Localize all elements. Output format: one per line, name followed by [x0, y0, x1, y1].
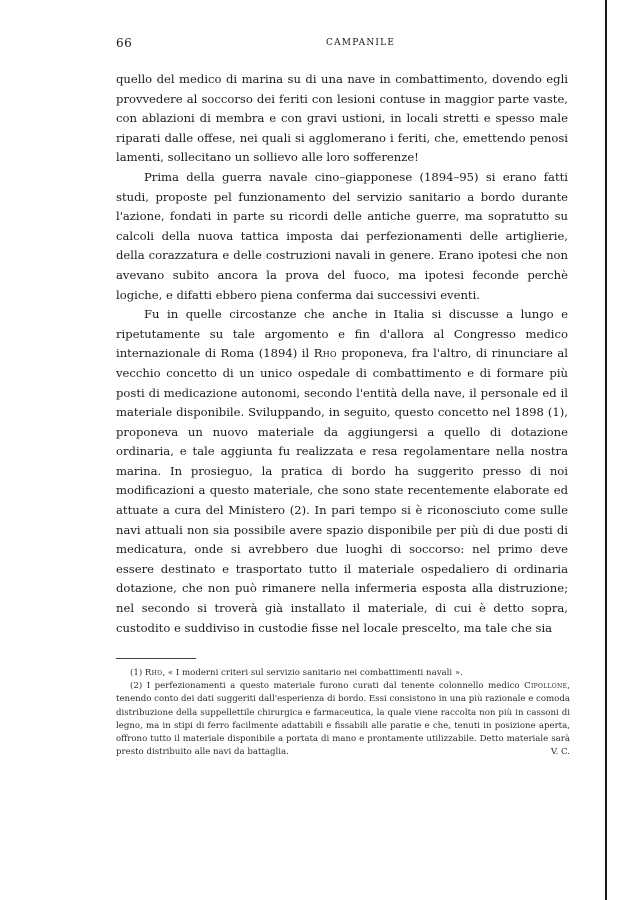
- footnote-2-part-b: , tenendo conto dei dati suggeriti dall'esperienza di bordo. Essi consistono in una più razionale e comoda distribuzione della suppellettile chirurgica e farmaceutica, la quale viene raccolta non più in cassoni di legno, ma in stipi di ferro facilmente adattabili e fissabili alle paratie e che, tenuti in posizione aperta, offrono tutto il materiale disponibile a portata di mano e prontamente utilizzabile. Detto materiale sarà presto distribuito alle navi da battaglia.: [116, 681, 570, 758]
- footnote-1-author: Rho: [144, 668, 163, 678]
- author-name-rho: Rho: [313, 346, 337, 361]
- paragraph-3-part-a: Fu in quelle circostanze che anche in Italia si discusse a lungo e ripetutamente su tale argomento e fin d'allora al Congresso medico internazionale di Roma (1894) il: [116, 307, 568, 361]
- footnote-2-signature: V. C.: [550, 747, 570, 758]
- page-header: [116, 36, 570, 52]
- footnotes: [116, 667, 570, 759]
- page-number: 66: [116, 36, 133, 50]
- footnote-2: [116, 680, 570, 759]
- footnote-1: [116, 667, 570, 680]
- page-edge-rule: [605, 0, 607, 900]
- paragraph-2: Prima della guerra navale cino–giapponese (1894–95) si erano fatti studi, proposte pel funzionamento del servizio sanitario a bordo durante l'azione, fondati in parte su ricordi delle antiche guerre, ma sopratutto su calcoli della nuova tattica imposta dai perfezionamenti delle artiglierie, della corazzatura e delle costruzioni navali in genere. Erano ipotesi che non avevano subito ancora la prova del fuoco, ma ipotesi feconde perchè logiche, e difatti ebbero piena conferma dai successivi eventi.: [116, 169, 568, 302]
- footnote-1-text: , « I moderni criteri sul servizio sanitario nei combattimenti navali ».: [162, 668, 463, 678]
- main-text: [116, 70, 568, 638]
- footnote-2-author: Cipollone: [524, 681, 568, 692]
- footnote-1-number: (1): [130, 668, 145, 678]
- running-title: CAMPANILE: [326, 38, 396, 48]
- paragraph-1: quello del medico di marina su di una nave in combattimento, dovendo egli provvedere al soccorso dei feriti con lesioni contuse in maggior parte vaste, con ablazioni di membra e con gravi ustioni, in locali stretti e spesso male riparati dalle offese, nei quali si agglomerano i feriti, che, emettendo penosi lamenti, sollecitano un sollievo alle loro sofferenze!: [116, 72, 568, 165]
- paragraph-3: [116, 305, 568, 638]
- footnote-separator: [116, 658, 196, 659]
- paragraph-3-part-b: proponeva, fra l'altro, di rinunciare al vecchio concetto di un unico ospedale di combattimento e di formare più posti di medicazione autonomi, secondo l'entità della nave, il personale ed il materiale disponibile. Sviluppando, in seguito, questo concetto nel 1898 (1), proponeva un nuovo materiale da aggiungersi a quello di dotazione ordinaria, e tale aggiunta fu realizzata e resa regolamentare nella nostra marina. In prosieguo, la pratica di bordo ha suggerito presso di noi modificazioni a questo materiale, che sono state recentemente elaborate ed attuate a cura del Ministero (2). In pari tempo si è riconosciuto come sulle navi attuali non sia possibile avere spazio disponibile per più di due posti di medicatura, onde si avrebbero due luoghi di soccorso: nel primo deve essere destinato e trasportato tutto il materiale ospedaliero di ordinaria dotazione, che non può rimanere nella infermeria esposta alla distruzione; nel secondo si troverà già installato il materiale, di cui è detto sopra, custodito e suddiviso in custodie fisse nel locale prescelto, ma tale che sia: [116, 346, 568, 635]
- footnote-2-part-a: (2) I perfezionamenti a questo materiale furono curati dal tenente colonnello medico: [130, 681, 525, 692]
